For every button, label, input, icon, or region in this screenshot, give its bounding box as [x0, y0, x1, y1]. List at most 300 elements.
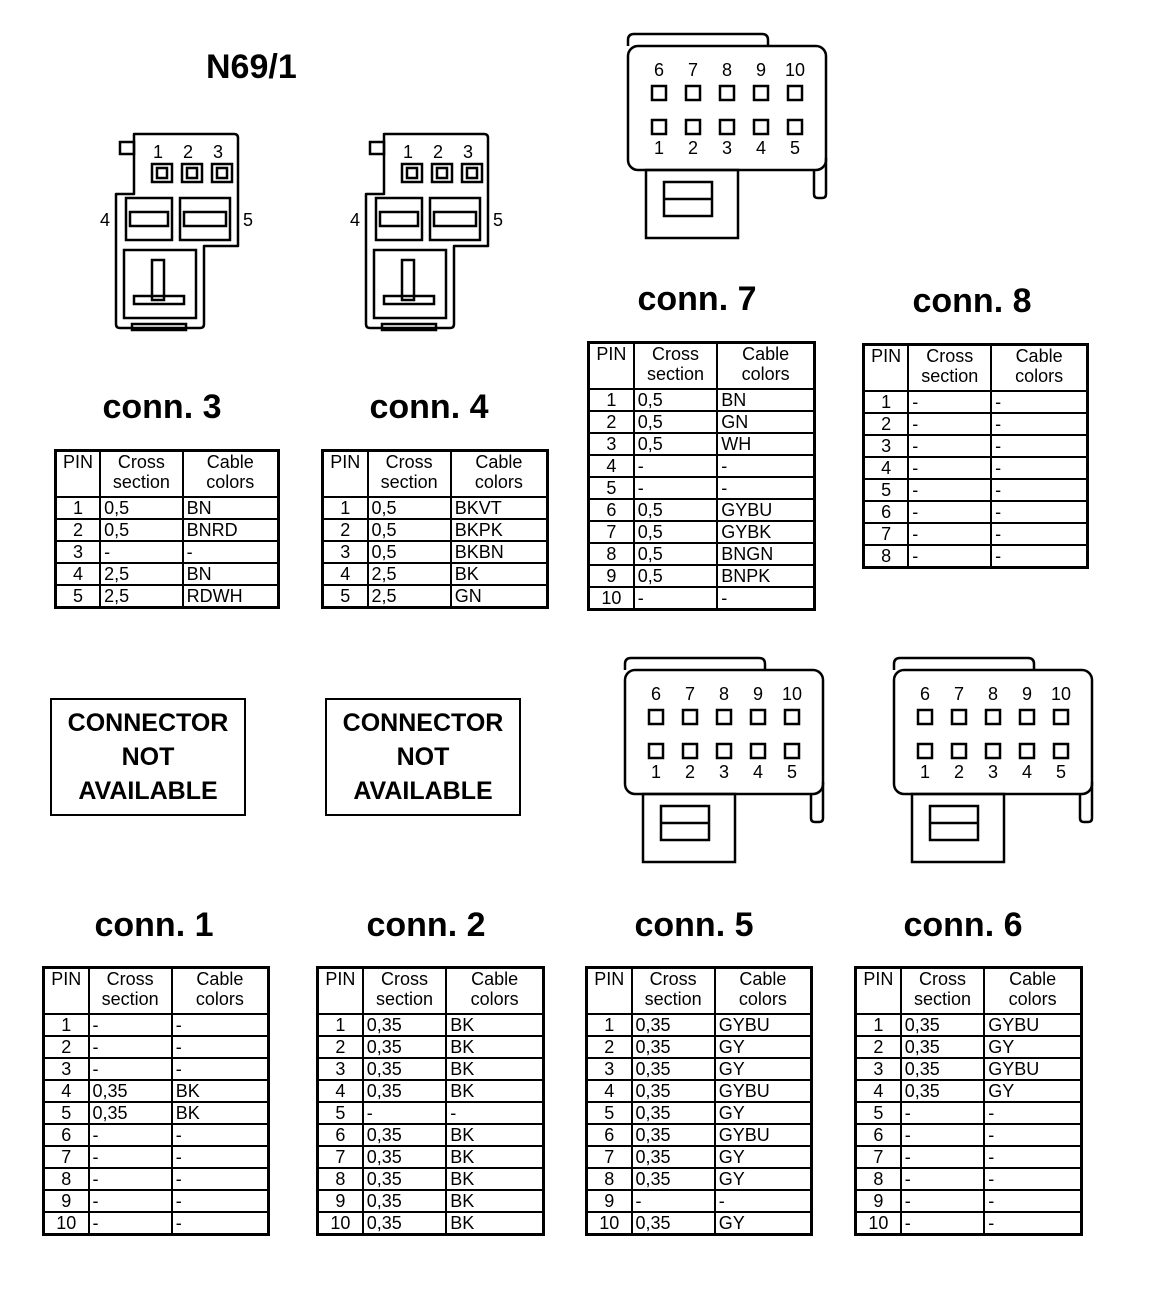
cross-section-cell: - — [901, 1212, 985, 1235]
cable-color-cell: - — [984, 1190, 1081, 1212]
table-row — [856, 1146, 1082, 1168]
pin-label-bottom: 4 — [755, 138, 767, 158]
table-row — [56, 563, 279, 585]
table-row — [864, 413, 1088, 435]
top-latch — [625, 658, 765, 670]
table-row — [864, 501, 1088, 523]
cable-color-cell: BNPK — [717, 565, 814, 587]
pin-label-bottom: 5 — [786, 762, 798, 782]
pin-cell: 7 — [864, 523, 909, 545]
cross-section-cell: 0,35 — [632, 1124, 715, 1146]
header-cross-section — [632, 968, 715, 1015]
pin-cell: 5 — [44, 1102, 89, 1124]
cable-color-cell: - — [172, 1014, 269, 1036]
cross-section-cell: 0,35 — [632, 1146, 715, 1168]
pin-cell: 1 — [587, 1014, 632, 1036]
not-available-line-3: AVAILABLE — [78, 777, 218, 805]
cross-section-cell: 0,35 — [901, 1058, 985, 1080]
cross-section-cell: 0,35 — [363, 1058, 447, 1080]
pin-cell: 4 — [856, 1080, 901, 1102]
header-pin: PIN — [323, 451, 368, 498]
header-cross-line1: Cross — [649, 969, 697, 989]
pin-cell: 2 — [44, 1036, 89, 1058]
pin-label-bottom: 2 — [953, 762, 965, 782]
table-row — [318, 1036, 544, 1058]
pin-socket — [152, 164, 172, 182]
header-cross-section — [368, 451, 451, 498]
cable-color-cell: BN — [183, 563, 279, 585]
header-pin: PIN — [56, 451, 101, 498]
pin-label: 1 — [152, 142, 164, 162]
header-cross-line1: Cross — [651, 344, 699, 364]
cross-section-cell: - — [908, 545, 991, 568]
table-row — [323, 519, 548, 541]
header-pin: PIN — [44, 968, 89, 1015]
header-colors-line1: Cable — [1015, 346, 1063, 366]
cross-section-cell: - — [908, 391, 991, 413]
cross-section-cell: 2,5 — [368, 563, 451, 585]
header-cross-section — [634, 343, 718, 390]
cross-section-cell: 0,35 — [632, 1036, 715, 1058]
table-row — [318, 1190, 544, 1212]
heading-conn1: conn. 1 — [94, 906, 214, 944]
pin-cell: 4 — [44, 1080, 89, 1102]
cable-color-cell: - — [717, 477, 814, 499]
cross-section-cell: - — [89, 1124, 172, 1146]
table-header-row — [318, 968, 544, 1015]
cable-color-cell: - — [183, 541, 279, 563]
pin-cell: 3 — [56, 541, 101, 563]
pin-cell: 1 — [318, 1014, 363, 1036]
table-header-row — [856, 968, 1082, 1015]
cross-section-cell: - — [100, 541, 183, 563]
table-header-row — [587, 968, 812, 1015]
table-row — [864, 435, 1088, 457]
table-row — [318, 1168, 544, 1190]
cable-color-cell: GYBU — [715, 1080, 812, 1102]
cross-section-cell: - — [89, 1058, 172, 1080]
header-cable-colors — [984, 968, 1081, 1015]
power-pin-socket-right — [180, 198, 230, 240]
connector-not-available-box-conn2 — [325, 698, 521, 816]
cross-section-cell: 0,35 — [89, 1080, 172, 1102]
table-row — [44, 1102, 269, 1124]
table-row — [587, 1036, 812, 1058]
cable-color-cell: BK — [446, 1058, 543, 1080]
pin-label-bottom: 2 — [684, 762, 696, 782]
pin-cell: 2 — [864, 413, 909, 435]
cable-color-cell: GYBU — [715, 1014, 812, 1036]
pin-cell: 8 — [864, 545, 909, 568]
cable-color-cell: GY — [984, 1036, 1081, 1058]
header-cross-line2: section — [913, 989, 972, 1009]
large-connector-diagram-conn7 — [618, 28, 834, 242]
pin-label-bottom: 3 — [718, 762, 730, 782]
table-row — [856, 1058, 1082, 1080]
table-row — [589, 477, 815, 499]
cross-section-cell: - — [89, 1212, 172, 1235]
table-row — [44, 1124, 269, 1146]
not-available-line-2: NOT — [121, 743, 175, 771]
pin-label-top: 8 — [718, 684, 730, 704]
header-cross-line1: Cross — [918, 969, 966, 989]
cable-color-cell: - — [172, 1168, 269, 1190]
cable-color-cell: - — [717, 587, 814, 610]
pin-cell: 10 — [318, 1212, 363, 1235]
cable-color-cell: - — [172, 1058, 269, 1080]
pin-socket — [462, 164, 482, 182]
cross-section-cell: - — [89, 1168, 172, 1190]
pin-cell: 7 — [856, 1146, 901, 1168]
cable-color-cell: - — [717, 455, 814, 477]
heading-conn8: conn. 8 — [912, 282, 1032, 320]
heading-conn7: conn. 7 — [637, 280, 757, 318]
pin-socket — [402, 164, 422, 182]
table-row — [56, 497, 279, 519]
pin-cell: 4 — [587, 1080, 632, 1102]
table-row — [587, 1212, 812, 1235]
header-cross-line2: section — [644, 989, 702, 1009]
pin-cell: 9 — [587, 1190, 632, 1212]
header-colors-line1: Cable — [742, 344, 790, 364]
header-cross-section — [363, 968, 447, 1015]
pin-cell: 7 — [587, 1146, 632, 1168]
pin-cell: 8 — [587, 1168, 632, 1190]
cross-section-cell: 0,5 — [634, 543, 718, 565]
cable-color-cell: GN — [451, 585, 548, 608]
cross-section-cell: 0,35 — [363, 1124, 447, 1146]
header-colors-line2: colors — [470, 989, 519, 1009]
cable-color-cell: - — [991, 501, 1087, 523]
table-row — [56, 519, 279, 541]
pin-cell: 9 — [44, 1190, 89, 1212]
table-row — [589, 455, 815, 477]
cable-color-cell: - — [991, 391, 1087, 413]
cross-section-cell: - — [89, 1146, 172, 1168]
pin-label-bottom: 1 — [653, 138, 665, 158]
cable-color-cell: GYBU — [984, 1014, 1081, 1036]
pin-label: 3 — [212, 142, 224, 162]
table-row — [856, 1124, 1082, 1146]
pin-label-top: 10 — [781, 684, 803, 704]
connector-not-available-box-conn1 — [50, 698, 246, 816]
power-pin-socket-right — [430, 198, 480, 240]
table-row — [856, 1168, 1082, 1190]
header-pin: PIN — [856, 968, 901, 1015]
header-cross-line1: Cross — [380, 969, 428, 989]
cross-section-cell: - — [908, 479, 991, 501]
small-connector-diagram-conn4 — [346, 128, 516, 336]
pin-socket-inner — [407, 168, 417, 178]
cable-color-cell: BK — [446, 1168, 543, 1190]
table-row — [318, 1124, 544, 1146]
pin-cell: 4 — [56, 563, 101, 585]
cross-section-cell: 0,35 — [632, 1058, 715, 1080]
table-row — [856, 1190, 1082, 1212]
pin-cell: 2 — [323, 519, 368, 541]
cross-section-cell: - — [89, 1190, 172, 1212]
header-colors-line2: colors — [206, 472, 255, 492]
header-colors-line1: Cable — [206, 452, 254, 472]
header-cross-line1: Cross — [926, 346, 974, 366]
pin-table-conn1 — [42, 966, 270, 1236]
table-row — [589, 565, 815, 587]
table-row — [587, 1080, 812, 1102]
pin-label-top: 9 — [1021, 684, 1033, 704]
pin-label-top: 6 — [653, 60, 665, 80]
cross-section-cell: - — [634, 477, 718, 499]
pin-cell: 9 — [589, 565, 634, 587]
table-row — [587, 1058, 812, 1080]
pin-cell: 3 — [323, 541, 368, 563]
cross-section-cell: - — [363, 1102, 447, 1124]
pin-cell: 8 — [44, 1168, 89, 1190]
cross-section-cell: 0,5 — [368, 497, 451, 519]
pin-cell: 10 — [587, 1212, 632, 1235]
pin-label-top: 6 — [650, 684, 662, 704]
table-row — [856, 1036, 1082, 1058]
cross-section-cell: - — [901, 1190, 985, 1212]
cross-section-cell: - — [89, 1036, 172, 1058]
cable-color-cell: BK — [446, 1124, 543, 1146]
cable-color-cell: BK — [446, 1014, 543, 1036]
table-row — [56, 585, 279, 608]
table-row — [587, 1124, 812, 1146]
pin-label: 1 — [402, 142, 414, 162]
cross-section-cell: - — [908, 523, 991, 545]
table-row — [589, 521, 815, 543]
cable-color-cell: GY — [984, 1080, 1081, 1102]
pin-socket — [432, 164, 452, 182]
cable-color-cell: RDWH — [183, 585, 279, 608]
table-row — [587, 1168, 812, 1190]
pin-cell: 8 — [318, 1168, 363, 1190]
cable-color-cell: - — [446, 1102, 543, 1124]
header-cable-colors — [717, 343, 814, 390]
cross-section-cell: 0,5 — [100, 497, 183, 519]
table-row — [323, 497, 548, 519]
cable-color-cell: GY — [715, 1102, 812, 1124]
pin-label-top: 8 — [721, 60, 733, 80]
header-colors-line2: colors — [195, 989, 244, 1009]
heading-conn4: conn. 4 — [369, 388, 489, 426]
header-pin: PIN — [589, 343, 634, 390]
pin-cell: 1 — [323, 497, 368, 519]
cross-section-cell: 0,35 — [363, 1190, 447, 1212]
cable-color-cell: BK — [446, 1212, 543, 1235]
pin-cell: 7 — [589, 521, 634, 543]
header-cross-line2: section — [101, 989, 159, 1009]
cable-color-cell: - — [172, 1146, 269, 1168]
pin-cell: 1 — [856, 1014, 901, 1036]
cable-color-cell: BKBN — [451, 541, 548, 563]
lock-frame — [912, 794, 1004, 862]
cross-section-cell: - — [908, 457, 991, 479]
table-row — [318, 1212, 544, 1235]
table-row — [318, 1058, 544, 1080]
table-row — [589, 389, 815, 411]
large-connector-diagram-conn5 — [615, 652, 831, 866]
cross-section-cell: 0,35 — [901, 1014, 985, 1036]
cross-section-cell: 0,5 — [100, 519, 183, 541]
pin-cell: 3 — [864, 435, 909, 457]
table-row — [44, 1080, 269, 1102]
header-cable-colors — [991, 345, 1087, 392]
pin-label-bottom: 3 — [987, 762, 999, 782]
cable-color-cell: GY — [715, 1168, 812, 1190]
cable-color-cell: BK — [446, 1190, 543, 1212]
cable-color-cell: - — [991, 435, 1087, 457]
pin-label-bottom: 3 — [721, 138, 733, 158]
cable-color-cell: - — [172, 1212, 269, 1235]
cable-color-cell: BK — [451, 563, 548, 585]
pin-socket-inner — [437, 168, 447, 178]
cross-section-cell: 0,5 — [634, 499, 718, 521]
cable-color-cell: BNGN — [717, 543, 814, 565]
cross-section-cell: 0,35 — [89, 1102, 172, 1124]
table-row — [44, 1146, 269, 1168]
pin-label-bottom: 5 — [789, 138, 801, 158]
cable-color-cell: GYBK — [717, 521, 814, 543]
pin-cell: 6 — [44, 1124, 89, 1146]
pin-cell: 1 — [56, 497, 101, 519]
cable-color-cell: BK — [446, 1080, 543, 1102]
header-cross-section — [901, 968, 985, 1015]
pin-socket-inner — [467, 168, 477, 178]
pin-cell: 1 — [589, 389, 634, 411]
pin-label-top: 6 — [919, 684, 931, 704]
cable-color-cell: - — [984, 1146, 1081, 1168]
header-colors-line2: colors — [1015, 366, 1064, 386]
pin-label-left: 4 — [99, 210, 111, 230]
pin-cell: 5 — [589, 477, 634, 499]
pin-table-conn3 — [54, 449, 280, 609]
pin-table-conn7 — [587, 341, 816, 611]
cross-section-cell: - — [634, 587, 718, 610]
pin-label-bottom: 5 — [1055, 762, 1067, 782]
pin-socket-inner — [157, 168, 167, 178]
pin-cell: 4 — [323, 563, 368, 585]
cable-color-cell: BK — [172, 1102, 269, 1124]
pin-label: 3 — [462, 142, 474, 162]
cross-section-cell: 0,35 — [901, 1080, 985, 1102]
cross-section-cell: 0,5 — [368, 519, 451, 541]
pin-label-bottom: 1 — [919, 762, 931, 782]
power-pin-slot-left — [130, 212, 168, 226]
table-row — [44, 1190, 269, 1212]
pin-label-top: 7 — [684, 684, 696, 704]
table-row — [318, 1102, 544, 1124]
table-row — [587, 1190, 812, 1212]
table-row — [589, 587, 815, 610]
cable-color-cell: BK — [446, 1036, 543, 1058]
cable-color-cell: - — [991, 413, 1087, 435]
pin-label-top: 7 — [953, 684, 965, 704]
cable-color-cell: BK — [172, 1080, 269, 1102]
header-cross-section — [908, 345, 991, 392]
heading-conn5: conn. 5 — [634, 906, 754, 944]
header-colors-line2: colors — [474, 472, 523, 492]
pin-table-conn8 — [862, 343, 1089, 569]
pin-cell: 9 — [856, 1190, 901, 1212]
lock-frame — [646, 170, 738, 238]
header-colors-line2: colors — [741, 364, 790, 384]
cable-color-cell: GY — [715, 1146, 812, 1168]
table-row — [44, 1036, 269, 1058]
cable-color-cell: - — [991, 545, 1087, 568]
header-cable-colors — [172, 968, 269, 1015]
pin-table-conn2 — [316, 966, 545, 1236]
table-header-row — [44, 968, 269, 1015]
table-row — [856, 1014, 1082, 1036]
pin-cell: 7 — [318, 1146, 363, 1168]
header-cross-line2: section — [380, 472, 438, 492]
cable-color-cell: - — [172, 1036, 269, 1058]
pin-cell: 5 — [587, 1102, 632, 1124]
header-cable-colors — [451, 451, 548, 498]
header-colors-line1: Cable — [1009, 969, 1057, 989]
power-pin-socket-left — [126, 198, 172, 240]
table-row — [318, 1080, 544, 1102]
table-header-row — [323, 451, 548, 498]
pin-cell: 10 — [44, 1212, 89, 1235]
lock-frame — [643, 794, 735, 862]
pin-cell: 3 — [587, 1058, 632, 1080]
pin-cell: 6 — [587, 1124, 632, 1146]
cable-color-cell: GY — [715, 1058, 812, 1080]
header-cross-line1: Cross — [106, 969, 154, 989]
pin-label-top: 9 — [752, 684, 764, 704]
power-pin-slot-left — [380, 212, 418, 226]
header-pin: PIN — [318, 968, 363, 1015]
table-row — [864, 523, 1088, 545]
cross-section-cell: 0,35 — [632, 1102, 715, 1124]
cross-section-cell: 0,5 — [634, 521, 718, 543]
cross-section-cell: 0,35 — [632, 1080, 715, 1102]
pin-cell: 2 — [318, 1036, 363, 1058]
table-row — [856, 1080, 1082, 1102]
heading-conn2: conn. 2 — [366, 906, 486, 944]
cross-section-cell: - — [908, 435, 991, 457]
header-cross-line2: section — [646, 364, 705, 384]
key-stem — [152, 260, 164, 300]
table-row — [56, 541, 279, 563]
pin-cell: 6 — [864, 501, 909, 523]
cable-color-cell: - — [172, 1190, 269, 1212]
cross-section-cell: 0,5 — [368, 541, 451, 563]
header-colors-line1: Cable — [196, 969, 244, 989]
table-row — [44, 1014, 269, 1036]
header-cable-colors — [183, 451, 279, 498]
top-latch — [628, 34, 768, 46]
pin-socket-inner — [187, 168, 197, 178]
cross-section-cell: 0,5 — [634, 411, 718, 433]
latch-tab — [370, 142, 384, 154]
header-cable-colors — [446, 968, 543, 1015]
cross-section-cell: 0,35 — [632, 1168, 715, 1190]
pin-cell: 5 — [323, 585, 368, 608]
cross-section-cell: 0,35 — [632, 1212, 715, 1235]
not-available-line-2: NOT — [396, 743, 450, 771]
header-cross-line1: Cross — [117, 452, 165, 472]
cross-section-cell: - — [908, 501, 991, 523]
pin-cell: 10 — [856, 1212, 901, 1235]
table-row — [44, 1212, 269, 1235]
pin-cell: 5 — [864, 479, 909, 501]
power-pin-slot-right — [184, 212, 226, 226]
cable-color-cell: GN — [717, 411, 814, 433]
pin-label-left: 4 — [349, 210, 361, 230]
